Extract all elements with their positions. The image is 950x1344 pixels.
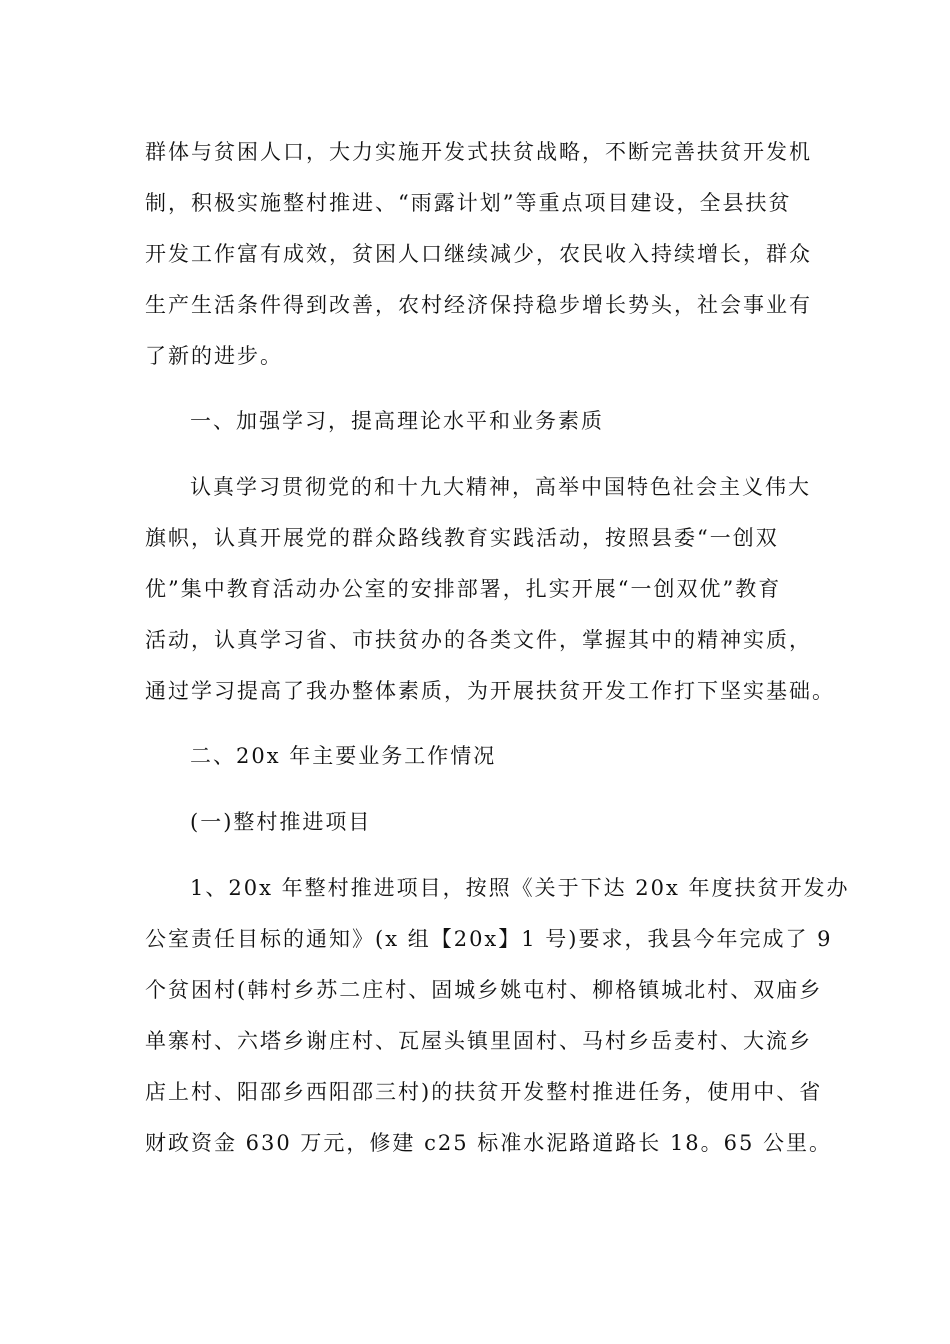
paragraph-3-line-4: 单寨村、六塔乡谢庄村、瓦屋头镇里固村、马村乡岳麦村、大流乡	[145, 1029, 812, 1053]
paragraph-2-line-1: 认真学习贯彻党的和十九大精神，高举中国特色社会主义伟大	[190, 475, 811, 499]
paragraph-1-line-2: 制，积极实施整村推进、“雨露计划”等重点项目建设，全县扶贫	[145, 191, 792, 215]
paragraph-1-line-4: 生产生活条件得到改善，农村经济保持稳步增长势头，社会事业有	[145, 293, 812, 317]
paragraph-2-line-2: 旗帜，认真开展党的群众路线教育实践活动，按照县委“一创双	[145, 526, 779, 550]
paragraph-2-line-4: 活动，认真学习省、市扶贫办的各类文件，掌握其中的精神实质，	[145, 628, 812, 652]
paragraph-3-line-1: 1、20x 年整村推进项目，按照《关于下达 20x 年度扶贫开发办	[190, 876, 850, 900]
section-heading-1: 一、加强学习，提高理论水平和业务素质	[190, 409, 604, 433]
paragraph-1-line-3: 开发工作富有成效，贫困人口继续减少，农民收入持续增长，群众	[145, 242, 812, 266]
paragraph-3-line-6: 财政资金 630 万元，修建 c25 标准水泥路道路长 18。65 公里。	[145, 1131, 833, 1155]
section-heading-2: 二、20x 年主要业务工作情况	[190, 744, 497, 768]
paragraph-2-line-5: 通过学习提高了我办整体素质，为开展扶贫开发工作打下坚实基础。	[145, 679, 835, 703]
subsection-heading-1: (一)整村推进项目	[190, 810, 372, 834]
paragraph-3-line-5: 店上村、阳邵乡西阳邵三村)的扶贫开发整村推进任务，使用中、省	[145, 1080, 823, 1104]
paragraph-2-line-3: 优”集中教育活动办公室的安排部署，扎实开展“一创双优”教育	[145, 577, 782, 601]
paragraph-1-line-5: 了新的进步。	[145, 344, 283, 368]
paragraph-1-line-1: 群体与贫困人口，大力实施开发式扶贫战略，不断完善扶贫开发机	[145, 140, 812, 164]
paragraph-3-line-3: 个贫困村(韩村乡苏二庄村、固城乡姚屯村、柳格镇城北村、双庙乡	[145, 978, 823, 1002]
paragraph-3-line-2: 公室责任目标的通知》(x 组【20x】1 号)要求，我县今年完成了 9	[145, 927, 833, 951]
